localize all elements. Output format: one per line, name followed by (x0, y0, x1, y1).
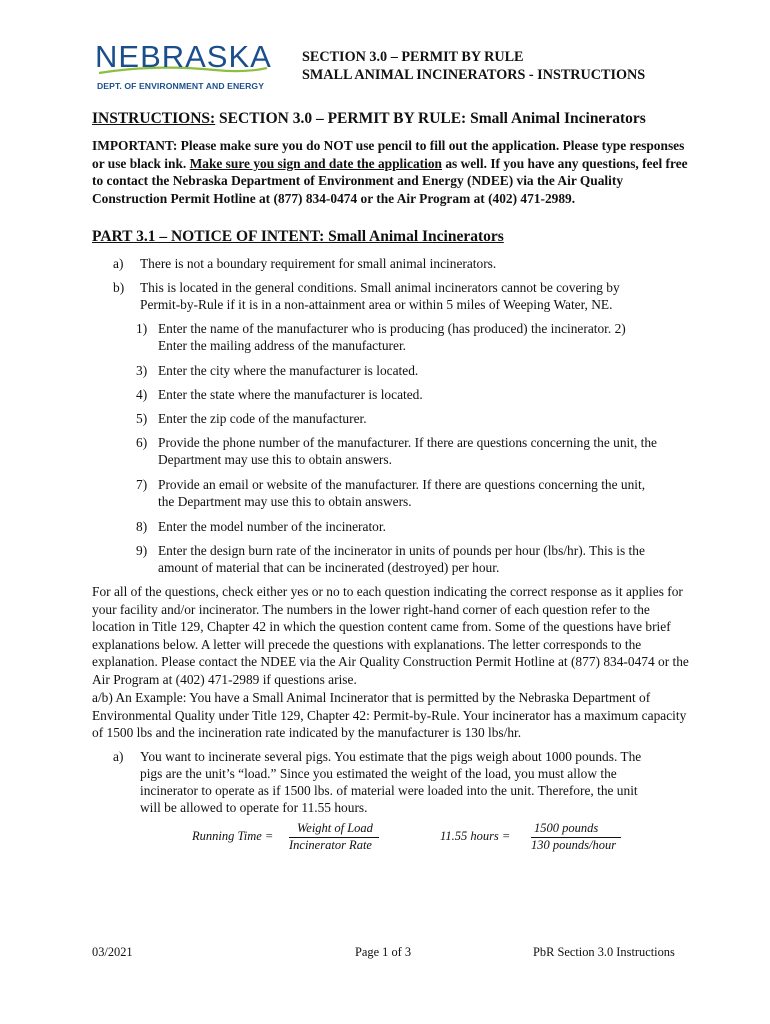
formula-result-denominator: 130 pounds/hour (531, 838, 617, 852)
footer-page-number: Page 1 of 3 (355, 945, 412, 959)
list-text-line-2: Department may use this to obtain answers. (158, 452, 392, 467)
list-label: a) (113, 256, 124, 271)
formula-denominator: Incinerator Rate (289, 838, 372, 852)
ndee-logo (95, 40, 275, 100)
example-line-1: You want to incinerate several pigs. You estimate that the pigs weigh about 1000 pounds. The (140, 749, 642, 764)
important-sign-date: Make sure you sign and date the application (189, 155, 442, 171)
example-line-2: pigs are the unit’s “load.” Since you estimated the weight of the load, you must allow the (140, 766, 617, 781)
footer-date: 03/2021 (92, 945, 133, 959)
instructions-heading-text: SECTION 3.0 – PERMIT BY RULE: Small Animal Incinerators (215, 110, 646, 127)
list-text-line-1: Provide the phone number of the manufacturer. If there are questions concerning the unit, the (158, 435, 658, 450)
list-text-line-1: Enter the name of the manufacturer who is producing (has produced) the incinerator. 2) (158, 321, 626, 336)
important-notice (92, 137, 692, 207)
list-text-line-1: Provide an email or website of the manufacturer. If there are questions concerning the unit, (158, 477, 646, 492)
document-title (302, 48, 645, 84)
list-text-line-1: This is located in the general conditions. Small animal incinerators cannot be covering by (140, 280, 620, 295)
important-part-1: IMPORTANT: Please make sure you do NOT use pencil to fill out the application. Please type responses or use black ink. (92, 138, 685, 171)
list-label: 8) (136, 519, 148, 534)
example-paragraph: a/b) An Example: You have a Small Animal Incinerator that is permitted by the Nebraska Department of Environmental Quality under Title 129, Chapter 42: Permit-by-Rule. Your incinerator has a maximum capacity of 1500 lbs and the incineration rate indicated by the manufacturer is 130 lbs/hr. (92, 690, 687, 741)
formula-result-numerator: 1500 pounds (534, 821, 599, 835)
list-label: 9) (136, 543, 148, 558)
list-label: 1) (136, 321, 148, 336)
important-part-2: as well. If you have any questions, feel free to contact the Nebraska Department of Environment and Energy (NDEE) via the Air Quality Construction Permit Hotline at (877) 834-0474 or the Air Program at (402) 471-2989. (92, 155, 688, 206)
part-3-1-heading: PART 3.1 – NOTICE OF INTENT: Small Animal Incinerators (92, 228, 504, 245)
list-label: b) (113, 280, 125, 295)
list-text: There is not a boundary requirement for small animal incinerators. (140, 256, 497, 271)
instructions-label: INSTRUCTIONS: (92, 110, 216, 127)
footer-document-name: PbR Section 3.0 Instructions (533, 945, 675, 959)
list-label: 7) (136, 477, 148, 492)
list-text-line-2: Permit-by-Rule if it is in a non-attainment area or within 5 miles of Weeping Water, NE. (140, 297, 613, 312)
title-line-2: SMALL ANIMAL INCINERATORS - INSTRUCTIONS (302, 67, 646, 83)
list-text-line-1: Enter the zip code of the manufacturer. (158, 411, 367, 426)
example-line-4: will be allowed to operate for 11.55 hours. (140, 800, 368, 815)
logo-wordmark: NEBRASKA (95, 39, 272, 74)
general-instructions-paragraph: For all of the questions, check either yes or no to each question indicating the correct response as it applies for your facility and/or incinerator. The numbers in the lower right-hand corner of each question refer to the location in Title 129, Chapter 42 in which the question content came from. Some of the questions have brief explanations below. A letter will precede the questions with explanations. The letter corresponds to the explanation. Please contact the NDEE via the Air Quality Construction Permit Hotline at (877) 834-0474 or the Air Program at (402) 471-2989 if questions arise. (92, 584, 689, 687)
list-text-line-2: amount of material that can be incinerated (destroyed) per hour. (158, 560, 500, 575)
list-text-line-2: Enter the mailing address of the manufacturer. (158, 338, 407, 353)
list-text-line-1: Enter the state where the manufacturer is located. (158, 387, 423, 402)
list-label: 3) (136, 363, 148, 378)
list-text-line-1: Enter the city where the manufacturer is located. (158, 363, 419, 378)
list-text-line-1: Enter the model number of the incinerator. (158, 519, 386, 534)
list-label: 5) (136, 411, 148, 426)
formula-numerator: Weight of Load (297, 821, 373, 835)
list-label: 6) (136, 435, 148, 450)
list-text-line-1: Enter the design burn rate of the incinerator in units of pounds per hour (lbs/hr). This is the (158, 543, 645, 558)
list-text-line-2: the Department may use this to obtain answers. (158, 494, 412, 509)
formula-lhs: Running Time = (192, 829, 274, 843)
example-line-3: incinerator to operate as if 1500 lbs. of material were loaded into the unit. Therefore, the unit (140, 783, 638, 798)
logo-subtitle: DEPT. OF ENVIRONMENT AND ENERGY (97, 81, 265, 91)
formula-result-lhs: 11.55 hours = (440, 829, 511, 843)
instructions-heading (92, 110, 646, 128)
list-label: 4) (136, 387, 148, 402)
list-label: a) (113, 749, 124, 764)
title-line-1: SECTION 3.0 – PERMIT BY RULE (302, 49, 524, 65)
